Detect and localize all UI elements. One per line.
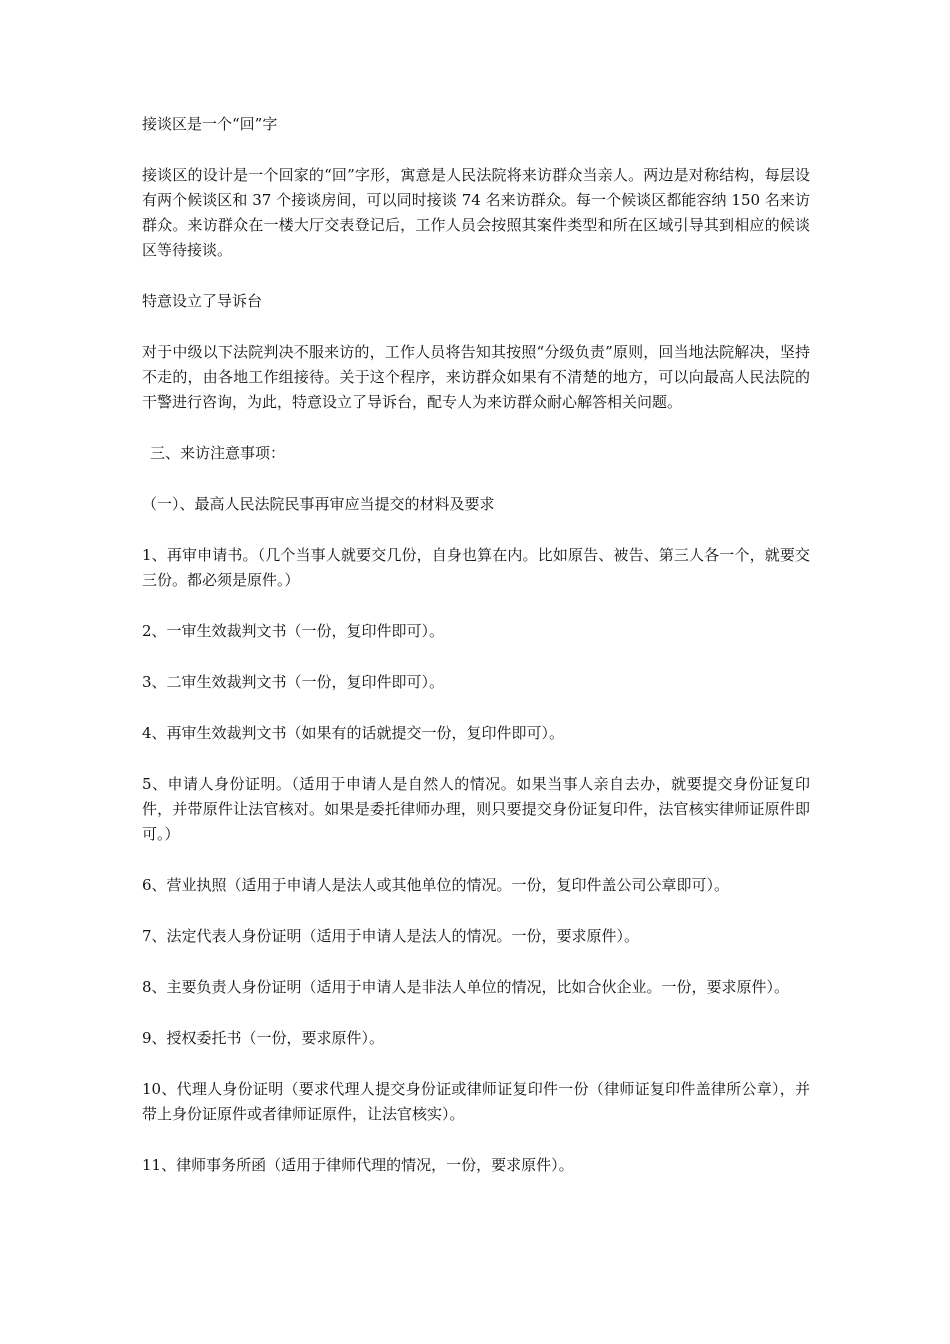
list-item: 6、营业执照（适用于申请人是法人或其他单位的情况。一份，复印件盖公司公章即可）。 [142,876,730,894]
list-item: 2、一审生效裁判文书（一份，复印件即可）。 [142,622,445,640]
list-item: 10、代理人身份证明（要求代理人提交身份证或律师证复印件一份（律师证复印件盖律所公章），并带上身份证原件或者律师证原件，让法官核实）。 [142,1080,810,1123]
list-item: 8、主要负责人身份证明（适用于申请人是非法人单位的情况，比如合伙企业。一份，要求原件）。 [142,978,790,996]
list-item: 11、律师事务所函（适用于律师代理的情况，一份，要求原件）。 [142,1156,574,1174]
document-page [142,112,810,1178]
list-item: 1、再审申请书。（几个当事人就要交几份，自身也算在内。比如原告、被告、第三人各一个，就要交三份。都必须是原件。） [142,546,810,589]
paragraph-guide-desk: 对于中级以下法院判决不服来访的，工作人员将告知其按照“分级负责”原则，回当地法院解决，坚持不走的，由各地工作组接待。关于这个程序，来访群众如果有不清楚的地方，可以向最高人民法院的干警进行咨询，为此，特意设立了导诉台，配专人为来访群众耐心解答相关问题。 [142,343,810,411]
list-item: 9、授权委托书（一份，要求原件）。 [142,1029,385,1047]
section-heading-reception-area: 接谈区是一个“回”字 [142,115,278,133]
list-item: 4、再审生效裁判文书（如果有的话就提交一份，复印件即可）。 [142,724,565,742]
section-heading-guide-desk: 特意设立了导诉台 [142,292,263,310]
section-heading-visit-notes: 三、来访注意事项： [150,444,286,462]
list-item: 7、法定代表人身份证明（适用于申请人是法人的情况。一份，要求原件）。 [142,927,640,945]
list-item: 3、二审生效裁判文书（一份，复印件即可）。 [142,673,445,691]
subsection-heading-retrial-materials: （一）、最高人民法院民事再审应当提交的材料及要求 [142,495,495,513]
paragraph-reception-design: 接谈区的设计是一个回家的“回”字形，寓意是人民法院将来访群众当亲人。两边是对称结构，每层设有两个候谈区和 37 个接谈房间，可以同时接谈 74 名来访群众。每一个候谈区都能容纳 150 名来访群众。来访群众在一楼大厅交表登记后，工作人员会按照其案件类型和所在区域引导其到相应的候谈区等待接谈。 [142,166,810,259]
list-item: 5、申请人身份证明。（适用于申请人是自然人的情况。如果当事人亲自去办，就要提交身份证复印件，并带原件让法官核对。如果是委托律师办理，则只要提交身份证复印件，法官核实律师证原件即可。） [142,775,810,843]
